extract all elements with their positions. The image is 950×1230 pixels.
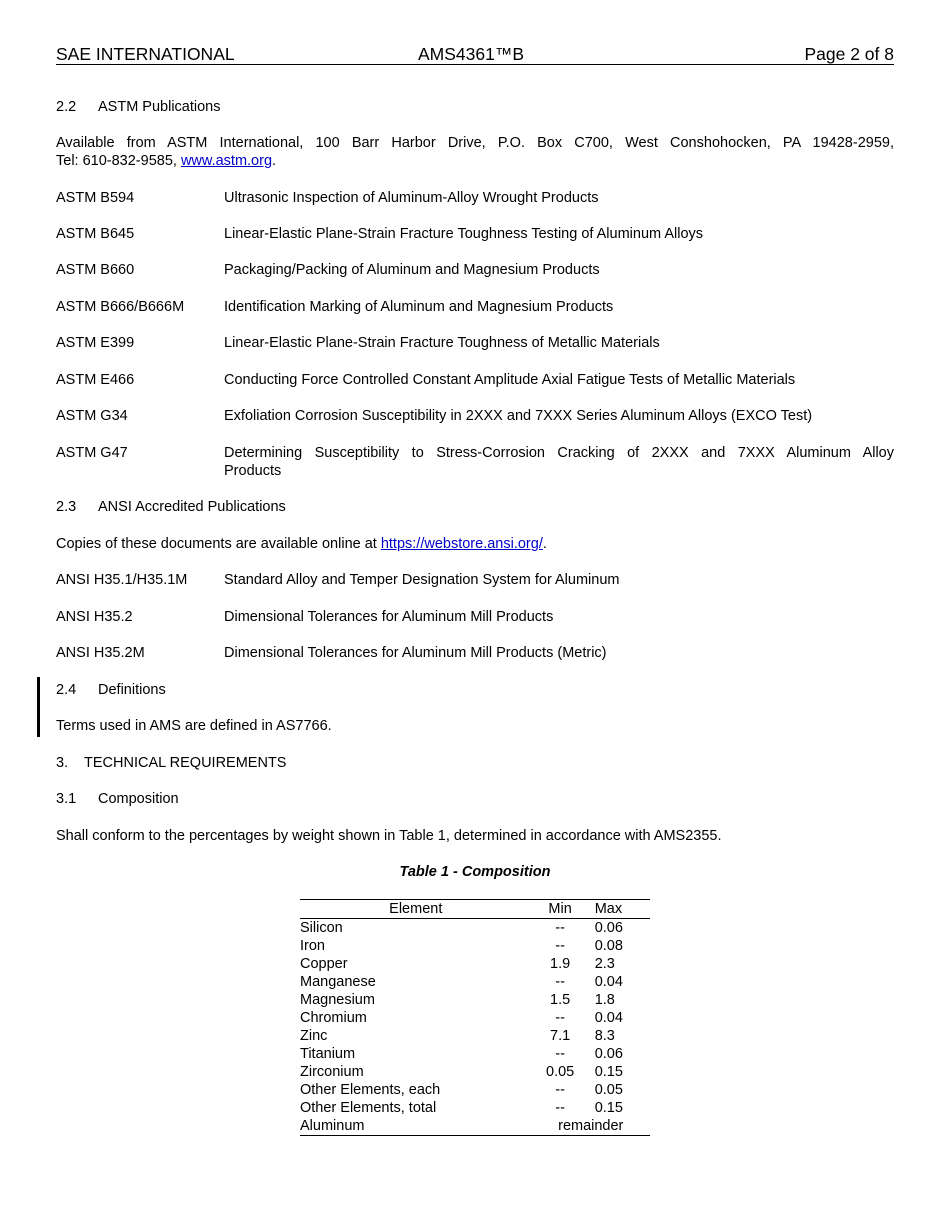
section-number: 2.4 — [56, 682, 77, 698]
ansi-availability-paragraph: Copies of these documents are available online at https://webstore.ansi.org/. — [56, 536, 547, 552]
max-cell: 0.06 — [594, 920, 623, 936]
composition-paragraph: Shall conform to the percentages by weight shown in Table 1, determined in accordance with AMS2355. — [56, 828, 722, 844]
table-row — [300, 955, 650, 973]
reference-code: ANSI H35.2M — [56, 645, 145, 661]
reference-title: Linear-Elastic Plane-Strain Fracture Toughness Testing of Aluminum Alloys — [224, 226, 704, 242]
max-cell: 0.05 — [594, 1082, 623, 1098]
page-header — [56, 44, 894, 65]
reference-code: ASTM G47 — [56, 445, 128, 461]
reference-title — [224, 444, 894, 480]
table-row — [300, 919, 650, 938]
max-cell: 0.04 — [594, 974, 623, 990]
section-2-4-heading — [56, 681, 166, 699]
element-cell: Other Elements, each — [300, 1082, 441, 1098]
table-row — [300, 1117, 650, 1136]
reference-title-line-1: Determining Susceptibility to Stress-Corrosion Cracking of 2XXX and 7XXX Aluminum Alloy — [224, 445, 894, 461]
min-cell: 7.1 — [550, 1028, 571, 1044]
min-cell: -- — [555, 1046, 565, 1062]
column-header-min: Min — [532, 900, 589, 919]
min-cell: -- — [555, 1082, 565, 1098]
table-row — [300, 1045, 650, 1063]
table-row — [300, 1099, 650, 1117]
section-number: 3. — [56, 755, 69, 771]
element-cell: Chromium — [300, 1010, 367, 1026]
table-row — [300, 1081, 650, 1099]
min-cell: 1.9 — [550, 956, 571, 972]
table-row — [300, 937, 650, 955]
ansi-webstore-link[interactable]: https://webstore.ansi.org/ — [380, 536, 543, 552]
reference-code: ASTM B594 — [56, 190, 135, 206]
column-header-element: Element — [300, 900, 532, 919]
element-cell: Zinc — [300, 1028, 328, 1044]
reference-code: ANSI H35.1/H35.1M — [56, 572, 188, 588]
reference-title-line-2: Products — [224, 463, 282, 479]
column-header-max: Max — [589, 900, 650, 919]
element-cell: Iron — [300, 938, 325, 954]
reference-title: Identification Marking of Aluminum and Magnesium Products — [224, 299, 614, 315]
table-row — [300, 1063, 650, 1081]
element-cell: Other Elements, total — [300, 1100, 437, 1116]
composition-table — [300, 899, 650, 1136]
table-row — [300, 973, 650, 991]
element-cell: Copper — [300, 956, 348, 972]
reference-code: ASTM B666/B666M — [56, 299, 185, 315]
astm-address-line: Available from ASTM International, 100 Barr Harbor Drive, P.O. Box C700, West Conshohocken, PA 19428-2959, — [56, 135, 894, 151]
min-cell: -- — [555, 938, 565, 954]
reference-code: ASTM E466 — [56, 372, 135, 388]
min-cell: -- — [555, 1010, 565, 1026]
max-cell: 2.3 — [594, 956, 615, 972]
reference-title: Exfoliation Corrosion Susceptibility in 2XXX and 7XXX Series Aluminum Alloys (EXCO Test) — [224, 408, 813, 424]
reference-title: Packaging/Packing of Aluminum and Magnesium Products — [224, 262, 600, 278]
max-cell: 0.15 — [594, 1100, 623, 1116]
section-number: 2.3 — [56, 499, 77, 515]
section-number: 3.1 — [56, 791, 77, 807]
max-cell: 0.06 — [594, 1046, 623, 1062]
table-1-title: Table 1 - Composition — [399, 864, 551, 880]
max-cell: 0.15 — [594, 1064, 623, 1080]
reference-title: Standard Alloy and Temper Designation System for Aluminum — [224, 572, 620, 588]
table-header-row — [300, 900, 650, 919]
header-organization: SAE INTERNATIONAL — [56, 44, 235, 64]
section-title: TECHNICAL REQUIREMENTS — [84, 755, 287, 771]
reference-title: Conducting Force Controlled Constant Amplitude Axial Fatigue Tests of Metallic Materials — [224, 372, 796, 388]
section-title: ANSI Accredited Publications — [98, 499, 286, 515]
section-3-heading — [56, 754, 286, 772]
reference-title: Dimensional Tolerances for Aluminum Mill Products — [224, 609, 554, 625]
element-cell: Manganese — [300, 974, 376, 990]
min-cell: 0.05 — [546, 1064, 575, 1080]
reference-code: ASTM E399 — [56, 335, 135, 351]
section-2-2-heading — [56, 98, 221, 116]
section-title: ASTM Publications — [98, 99, 221, 115]
section-2-3-heading — [56, 498, 286, 516]
definitions-paragraph: Terms used in AMS are defined in AS7766. — [56, 718, 332, 734]
table-row — [300, 1009, 650, 1027]
min-cell: -- — [555, 974, 565, 990]
max-cell: 1.8 — [594, 992, 615, 1008]
section-title: Composition — [98, 791, 179, 807]
section-3-1-heading — [56, 790, 179, 808]
min-cell: 1.5 — [550, 992, 571, 1008]
astm-phone: Tel: 610-832-9585, — [56, 153, 181, 169]
max-cell: 0.08 — [594, 938, 623, 954]
reference-code: ASTM B660 — [56, 262, 135, 278]
reference-code: ASTM B645 — [56, 226, 135, 242]
revision-change-bar — [37, 677, 40, 737]
min-cell: -- — [555, 920, 565, 936]
element-cell: Aluminum — [300, 1117, 532, 1136]
min-cell: -- — [555, 1100, 565, 1116]
table-row — [300, 991, 650, 1009]
reference-title: Ultrasonic Inspection of Aluminum-Alloy Wrought Products — [224, 190, 599, 206]
element-cell: Titanium — [300, 1046, 356, 1062]
reference-title: Linear-Elastic Plane-Strain Fracture Toughness of Metallic Materials — [224, 335, 660, 351]
astm-website-link[interactable]: www.astm.org — [180, 153, 273, 169]
section-number: 2.2 — [56, 99, 77, 115]
table-row — [300, 1027, 650, 1045]
reference-title: Dimensional Tolerances for Aluminum Mill Products (Metric) — [224, 645, 607, 661]
element-cell: Magnesium — [300, 992, 375, 1008]
astm-availability-paragraph: Available from ASTM International, 100 Barr Harbor Drive, P.O. Box C700, West Conshohocken, PA 19428-2959, Tel: 610-832-9585, www.astm.org. — [56, 135, 894, 169]
header-page-number: Page 2 of 8 — [804, 44, 894, 64]
element-cell: Silicon — [300, 920, 343, 936]
max-cell: 8.3 — [594, 1028, 615, 1044]
element-cell: Zirconium — [300, 1064, 364, 1080]
header-document-number: AMS4361™B — [418, 44, 525, 64]
reference-code: ANSI H35.2 — [56, 609, 133, 625]
remainder-cell: remainder — [532, 1117, 650, 1136]
max-cell: 0.04 — [594, 1010, 623, 1026]
section-title: Definitions — [98, 682, 166, 698]
reference-code: ASTM G34 — [56, 408, 128, 424]
